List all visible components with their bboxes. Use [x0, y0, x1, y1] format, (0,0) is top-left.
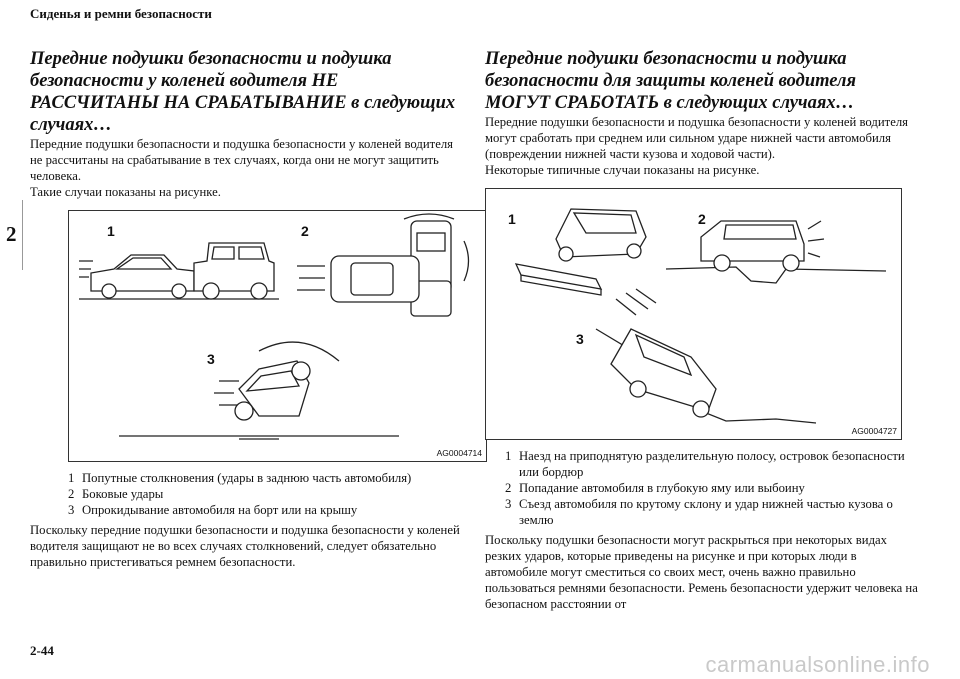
scene-rollover: [119, 342, 399, 439]
right-intro-2: Некоторые типичные случаи показаны на рисунке.: [485, 163, 760, 177]
list-item: 3 Съезд автомобиля по крутому склону и удар нижней частью кузова о землю: [505, 497, 893, 527]
left-intro: Передние подушки безопасности и подушка безопасности у коленей водителя не рассчитаны на срабатывание в тех случаях, когда они не могут защитить человека.: [30, 137, 453, 183]
left-heading: Передние подушки безопасности и подушка безопасности у коленей водителя НЕ РАССЧИТАНЫ НА СРАБАТЫВАНИЕ в следующих случаях…: [30, 49, 456, 135]
scene-curb-strike: [516, 209, 646, 295]
scene-side-impact: [297, 214, 469, 316]
chapter-number: 2: [6, 222, 17, 246]
figure-code: AG0004727: [851, 426, 897, 436]
list-item: 1 Наезд на приподнятую разделительную полосу, островок безопасности или бордюр: [505, 449, 905, 479]
figure-code: AG0004714: [436, 448, 482, 458]
page-number: 2-44: [30, 643, 54, 658]
list-item: 2 Попадание автомобиля в глубокую яму или выбоину: [505, 481, 805, 495]
figure-label-1: 1: [107, 223, 115, 239]
right-outro: Поскольку подушки безопасности могут раскрыться при некоторых видах резких ударов, которые приведены на рисунке и при которых люди в автомобиле могут сместиться со своих мест, очень важно правильно пользоваться ремнями безопасности. Ремень безопасности удержит человека на безопасном расстоянии от: [485, 533, 918, 611]
no-deploy-illustration: [69, 211, 486, 461]
right-heading: Передние подушки безопасности и подушка безопасности для защиты коленей водителя МОГУТ СРАБОТАТЬ в следующих случаях…: [485, 49, 857, 113]
list-item: 3 Опрокидывание автомобиля на борт или на крышу: [68, 503, 358, 517]
figure-label-2: 2: [698, 211, 706, 227]
left-column: [30, 48, 482, 570]
running-header: Сиденья и ремни безопасности: [30, 6, 212, 21]
figure-label-2: 2: [301, 223, 309, 239]
figure-label-1: 1: [508, 211, 516, 227]
right-intro: Передние подушки безопасности и подушка безопасности у коленей водителя могут сработать при среднем или сильном ударе нижней части автомобиля (повреждении нижней части кузова и ходовой части).: [485, 115, 908, 161]
figure-may-deploy: [485, 188, 902, 440]
scene-rear-collision: [79, 243, 279, 299]
figure-label-3: 3: [207, 351, 215, 367]
left-cases-list: [68, 470, 462, 518]
right-column: [485, 48, 920, 612]
figure-label-3: 3: [576, 331, 584, 347]
list-item: 1 Попутные столкновения (удары в заднюю часть автомобиля): [68, 471, 412, 485]
left-outro: Поскольку передние подушки безопасности и подушка безопасности у коленей водителя защищают не во всех случаях столкновений, следует обязательно правильно пристегиваться ремнем безопасности.: [30, 523, 460, 569]
may-deploy-illustration: [486, 189, 901, 439]
left-intro-2: Такие случаи показаны на рисунке.: [30, 185, 221, 199]
figure-no-deploy: [68, 210, 487, 462]
scene-steep-slope: [596, 289, 816, 423]
scene-pothole: [666, 221, 886, 283]
watermark: carmanualsonline.info: [705, 652, 930, 677]
right-cases-list: [505, 448, 920, 528]
list-item: 2 Боковые удары: [68, 487, 164, 501]
